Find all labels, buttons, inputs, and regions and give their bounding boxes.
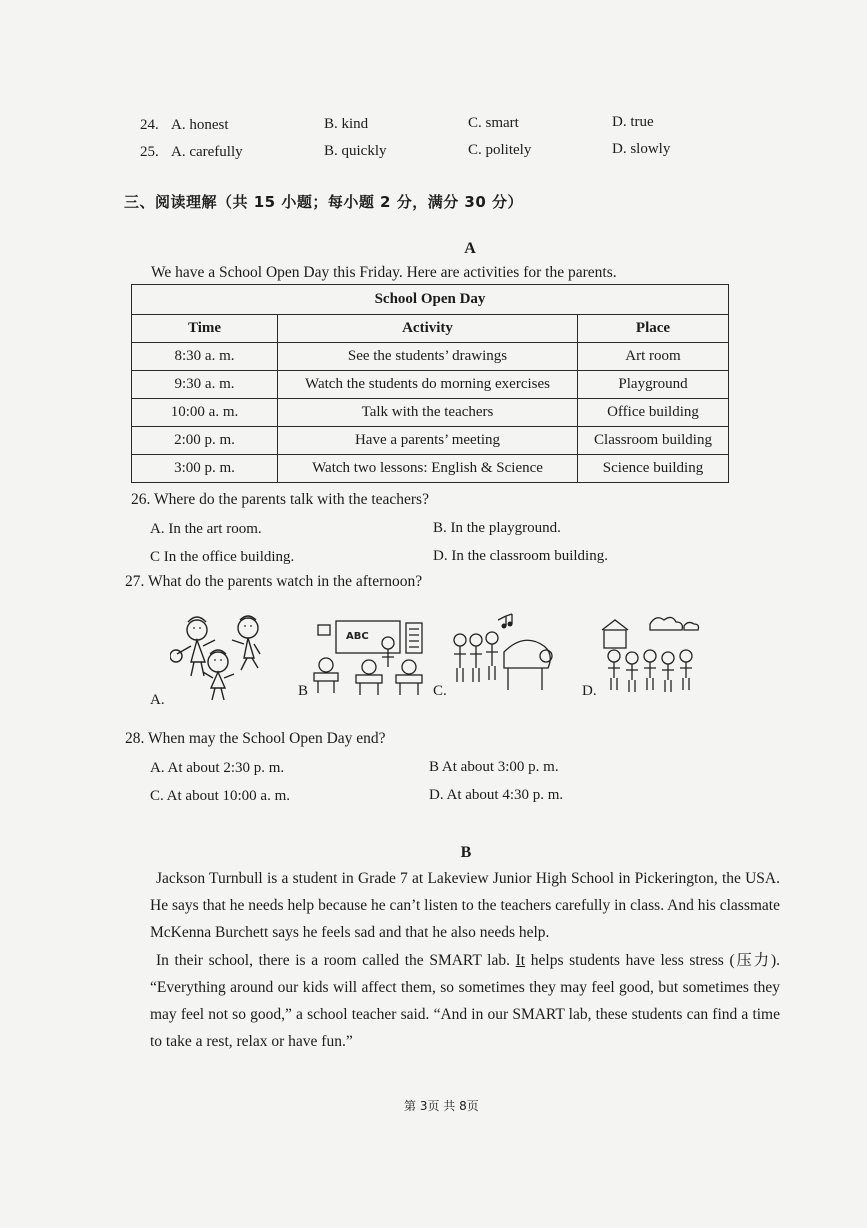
table-title: School Open Day xyxy=(132,285,729,315)
q24-number: 24. xyxy=(140,117,159,133)
board-text: ABC xyxy=(346,631,369,642)
table-row xyxy=(132,427,729,455)
cell-activity: Watch the students do morning exercises xyxy=(278,371,578,399)
cell-place: Science building xyxy=(578,455,729,483)
school-open-day-table xyxy=(131,284,729,483)
table-row xyxy=(132,455,729,483)
q24-option-d: D. true xyxy=(612,114,654,130)
q25-option-d: D. slowly xyxy=(612,141,671,157)
section-heading: 三、阅读理解（共 15 小题；每小题 2 分，满分 30 分） xyxy=(124,193,524,211)
classroom-lesson-illustration xyxy=(310,617,428,697)
passage-b-paragraph-1: Jackson Turnbull is a student in Grade 7 at Lakeview Junior High School in Pickerington, the USA. He says that he needs help because he can’t listen to the teachers carefully in class. And his classmate McKenna Burchett says he feels sad and that he also needs help. xyxy=(150,870,780,941)
q25-option-b: B. quickly xyxy=(324,143,387,159)
passage-b-paragraph-2 xyxy=(150,947,780,1055)
cell-activity: See the students’ drawings xyxy=(278,343,578,371)
q28-stem: 28. When may the School Open Day end? xyxy=(125,730,386,747)
q25-option-c: C. politely xyxy=(468,142,532,158)
cell-activity: Watch two lessons: English & Science xyxy=(278,455,578,483)
q26-option-c: C In the office building. xyxy=(150,549,295,565)
cell-time: 2:00 p. m. xyxy=(132,427,278,455)
cell-time: 10:00 a. m. xyxy=(132,399,278,427)
paragraph-2-part-2: helps students have less stress (压力). “Everything around our kids will affect them, so sometimes they may feel good, but sometimes they may feel not so good,” a school teacher said. “And in our SMART lab, these students can find a time to take a rest, relax or have fun.” xyxy=(150,952,780,1050)
passage-a-intro: We have a School Open Day this Friday. Here are activities for the parents. xyxy=(151,264,617,281)
piano-performance-illustration xyxy=(448,612,558,696)
table-row xyxy=(132,343,729,371)
cell-place: Art room xyxy=(578,343,729,371)
q27-label-a: A. xyxy=(150,692,165,708)
q26-option-d: D. In the classroom building. xyxy=(433,548,608,564)
cell-time: 3:00 p. m. xyxy=(132,455,278,483)
table-row xyxy=(132,371,729,399)
paragraph-2-part-1: In their school, there is a room called the SMART lab. xyxy=(156,952,516,969)
q27-label-d: D. xyxy=(582,683,597,699)
q24-option-b: B. kind xyxy=(324,116,369,132)
q26-option-b: B. In the playground. xyxy=(433,520,561,536)
q28-option-b: B At about 3:00 p. m. xyxy=(429,759,559,775)
table-header-row xyxy=(132,315,729,343)
cell-place: Playground xyxy=(578,371,729,399)
q28-option-c: C. At about 10:00 a. m. xyxy=(150,788,290,804)
cell-place: Classroom building xyxy=(578,427,729,455)
q27-label-c: C. xyxy=(433,683,447,699)
q28-option-d: D. At about 4:30 p. m. xyxy=(429,787,564,803)
underlined-pronoun: It xyxy=(515,952,526,969)
q27-label-b: B xyxy=(298,683,309,699)
q25-number: 25. xyxy=(140,144,159,160)
q25-option-a: A. carefully xyxy=(171,144,243,160)
header-activity: Activity xyxy=(278,315,578,343)
q26-option-a: A. In the art room. xyxy=(150,521,262,537)
cell-activity: Talk with the teachers xyxy=(278,399,578,427)
q24-option-a: A. honest xyxy=(171,117,229,133)
students-outdoors-illustration xyxy=(598,612,702,696)
cell-place: Office building xyxy=(578,399,729,427)
header-place: Place xyxy=(578,315,729,343)
header-time: Time xyxy=(132,315,278,343)
table-row xyxy=(132,399,729,427)
cell-activity: Have a parents’ meeting xyxy=(278,427,578,455)
page-footer: 第 3页 共 8页 xyxy=(404,1099,479,1113)
q27-stem: 27. What do the parents watch in the afternoon? xyxy=(125,573,423,590)
cell-time: 9:30 a. m. xyxy=(132,371,278,399)
cell-time: 8:30 a. m. xyxy=(132,343,278,371)
q24-option-c: C. smart xyxy=(468,115,519,131)
q26-stem: 26. Where do the parents talk with the teachers? xyxy=(131,491,429,508)
q28-option-a: A. At about 2:30 p. m. xyxy=(150,760,285,776)
passage-a-letter: A xyxy=(464,240,476,257)
children-dancing-illustration xyxy=(170,608,265,704)
passage-b-letter: B xyxy=(460,844,472,861)
